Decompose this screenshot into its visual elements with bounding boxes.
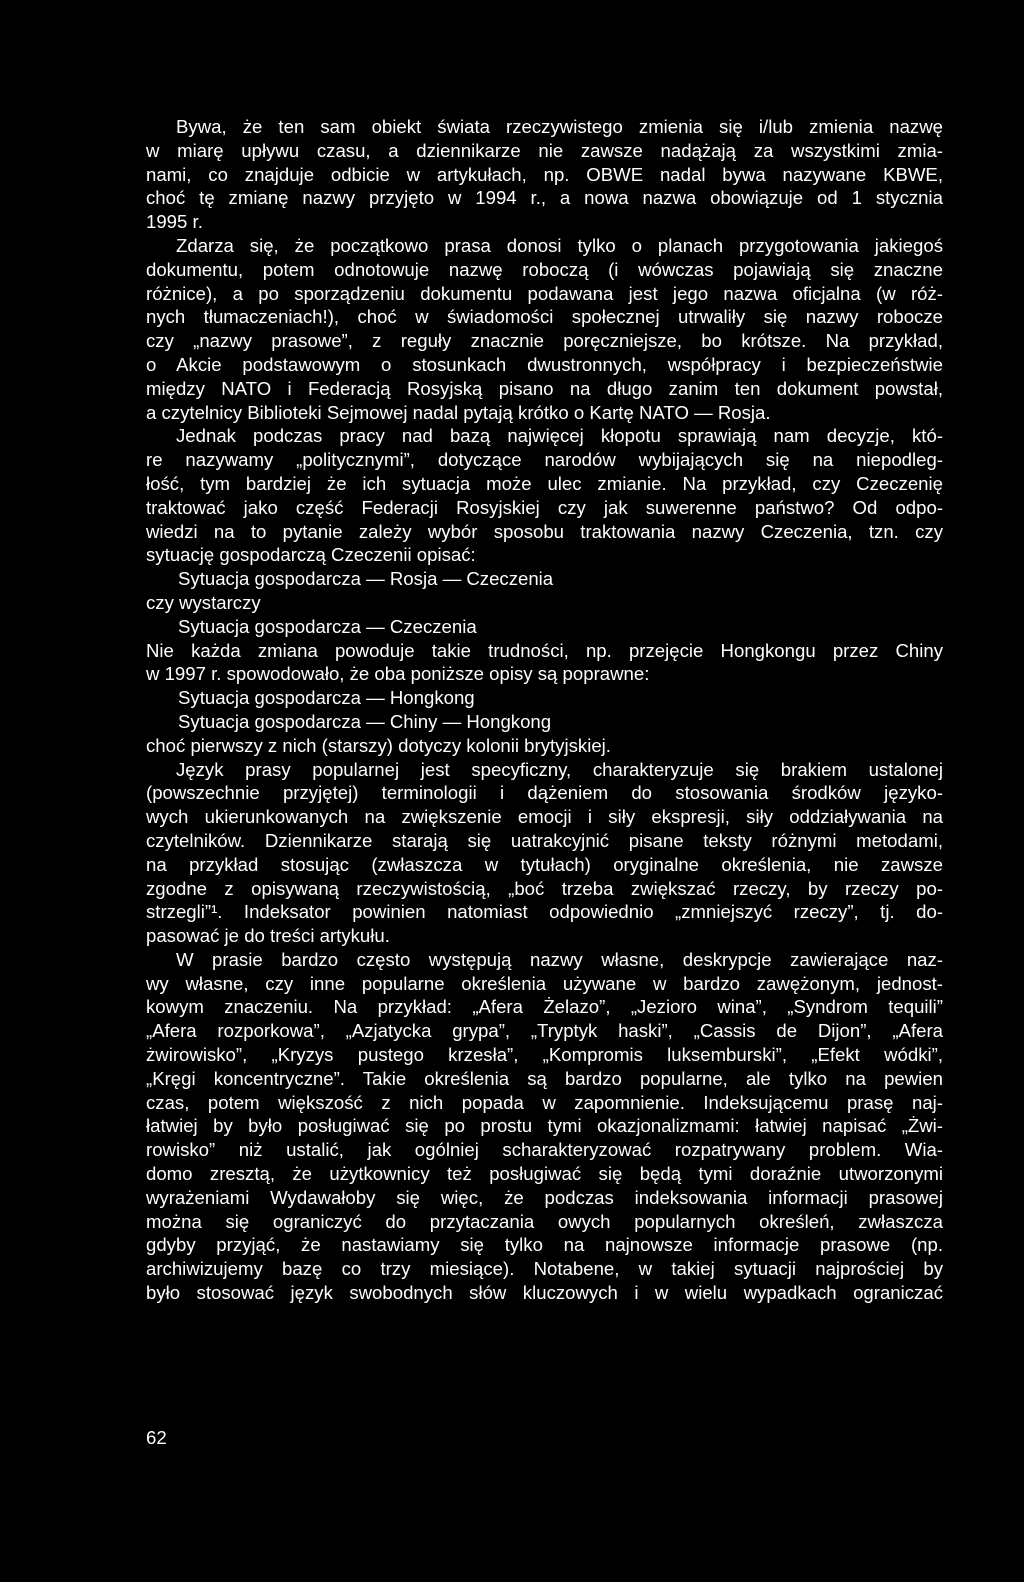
text-line: Sytuacja gospodarcza — Rosja — Czeczenia xyxy=(178,568,554,590)
text-line: strzegli”¹. Indeksator powinien natomiast odpowiednio „zmniejszyć rzeczy”, tj. do- xyxy=(146,901,943,923)
text-line: wy własne, czy inne popularne określenia używane w bardzo zawężonym, jednost- xyxy=(146,972,943,994)
text-line: sytuację gospodarczą Czeczenii opisać: xyxy=(146,544,476,566)
text-line: archiwizujemy bazę co trzy miesiące). Notabene, w takiej sytuacji najprościej by xyxy=(146,1258,943,1280)
text-line: Bywa, że ten sam obiekt świata rzeczywistego zmienia się i/lub zmienia nazwę xyxy=(176,116,943,137)
text-line: czas, potem większość z nich popada w zapomnienie. Indeksującemu prasę naj- xyxy=(146,1091,943,1113)
text-line: Sytuacja gospodarcza — Chiny — Hongkong xyxy=(178,710,552,732)
text-line: Nie każda zmiana powoduje takie trudności, np. przejęcie Hongkongu przez Chiny xyxy=(146,639,943,661)
text-line: choć pierwszy z nich (starszy) dotyczy kolonii brytyjskiej. xyxy=(146,734,611,756)
page-body-text xyxy=(146,115,943,1305)
text-line: (powszechnie przyjętej) terminologii i dążeniem do stosowania środków języko- xyxy=(146,782,943,804)
text-line: czy wystarczy xyxy=(146,591,261,613)
text-line: Sytuacja gospodarcza — Hongkong xyxy=(178,687,475,709)
text-line: zgodne z opisywaną rzeczywistością, „boć trzeba zwiększać rzeczy, by rzeczy po- xyxy=(146,877,943,899)
text-line: „Afera rozporkowa”, „Azjatycka grypa”, „Tryptyk haski”, „Cassis de Dijon”, „Afera xyxy=(146,1020,943,1042)
text-line: „Kręgi koncentryczne”. Takie określenia są bardzo popularne, ale tylko na pewien xyxy=(146,1067,943,1089)
text-line: o Akcie podstawowym o stosunkach dwustronnych, współpracy i bezpieczeństwie xyxy=(146,353,943,375)
text-line: choć tę zmianę nazwy przyjęto w 1994 r., a nowa nazwa obowiązuje od 1 stycznia xyxy=(146,187,943,209)
text-line: nych tłumaczeniach!), choć w świadomości społecznej utrwaliły się nazwy robocze xyxy=(146,306,943,328)
text-line: a czytelnicy Biblioteki Sejmowej nadal pytają krótko o Kartę NATO — Rosja. xyxy=(146,401,771,423)
text-line: rowisko” niż ustalić, jak ogólniej scharakteryzować rozpatrywany problem. Wia- xyxy=(146,1139,943,1161)
text-line: między NATO i Federacją Rosyjską pisano na długo zanim ten dokument powstał, xyxy=(146,377,943,399)
text-line: traktować jako część Federacji Rosyjskiej czy jak suwerenne państwo? Od odpo- xyxy=(146,496,943,518)
page-number: 62 xyxy=(146,1427,167,1448)
text-line: wiedzi na to pytanie zależy wybór sposobu traktowania nazwy Czeczenia, tzn. czy xyxy=(146,520,943,542)
text-line: Język prasy popularnej jest specyficzny, charakteryzuje się brakiem ustalonej xyxy=(176,758,943,780)
text-line: wyrażeniami Wydawałoby się więc, że podczas indeksowania informacji prasowej xyxy=(146,1186,943,1208)
text-line: na przykład stosując (zwłaszcza w tytułach) oryginalne określenia, nie zawsze xyxy=(146,853,943,875)
text-line: Sytuacja gospodarcza — Czeczenia xyxy=(178,615,477,637)
text-line: Zdarza się, że początkowo prasa donosi tylko o planach przygotowania jakiegoś xyxy=(176,234,943,256)
text-line: pasować je do treści artykułu. xyxy=(146,925,390,947)
text-line: kowym znaczeniu. Na przykład: „Afera Żelazo”, „Jezioro wina”, „Syndrom tequili” xyxy=(146,996,943,1018)
text-line: różnice), a po sporządzeniu dokumentu podawana jest jego nazwa oficjalna (w róż- xyxy=(146,282,943,304)
text-line: było stosować język swobodnych słów kluczowych i w wielu wypadkach ograniczać xyxy=(146,1282,943,1304)
text-line: 1995 r. xyxy=(146,211,203,233)
text-line: Jednak podczas pracy nad bazą najwięcej kłopotu sprawiają nam decyzje, któ- xyxy=(176,425,943,447)
text-line: W prasie bardzo często występują nazwy własne, deskrypcje zawierające naz- xyxy=(176,948,943,970)
text-line: re nazywamy „politycznymi”, dotyczące narodów wybijających się na niepodleg- xyxy=(146,449,943,471)
text-line: domo zresztą, że użytkownicy też posługiwać się będą tymi doraźnie utworzonymi xyxy=(146,1163,943,1185)
text-line: w miarę upływu czasu, a dziennikarze nie zawsze nadążają za wszystkimi zmia- xyxy=(146,139,943,161)
text-line: łość, tym bardziej że ich sytuacja może ulec zmianie. Na przykład, czy Czeczenię xyxy=(146,472,943,494)
text-line: nami, co znajduje odbicie w artykułach, np. OBWE nadal bywa nazywane KBWE, xyxy=(146,163,943,185)
text-line: gdyby przyjąć, że nastawiamy się tylko na najnowsze informacje prasowe (np. xyxy=(146,1234,943,1256)
text-line: żwirowisko”, „Kryzys pustego krzesła”, „Kompromis luksemburski”, „Efekt wódki”, xyxy=(146,1044,943,1066)
text-line: czytelników. Dziennikarze starają się uatrakcyjnić pisane teksty różnymi metodami, xyxy=(146,829,943,851)
text-line: łatwiej by było posługiwać się po prostu tymi okazjonalizmami: łatwiej napisać „Żwi- xyxy=(146,1115,943,1137)
text-line: w 1997 r. spowodowało, że oba poniższe opisy są poprawne: xyxy=(146,663,650,685)
text-line: wych ukierunkowanych na zwiększenie emocji i siły ekspresji, siły oddziaływania na xyxy=(146,806,943,828)
text-line: dokumentu, potem odnotowuje nazwę roboczą (i wówczas pojawiają się znaczne xyxy=(146,258,943,280)
text-line: czy „nazwy prasowe”, z reguły znacznie poręczniejsze, bo krótsze. Na przykład, xyxy=(146,330,943,352)
text-line: można się ograniczyć do przytaczania owych popularnych określeń, zwłaszcza xyxy=(146,1210,943,1232)
